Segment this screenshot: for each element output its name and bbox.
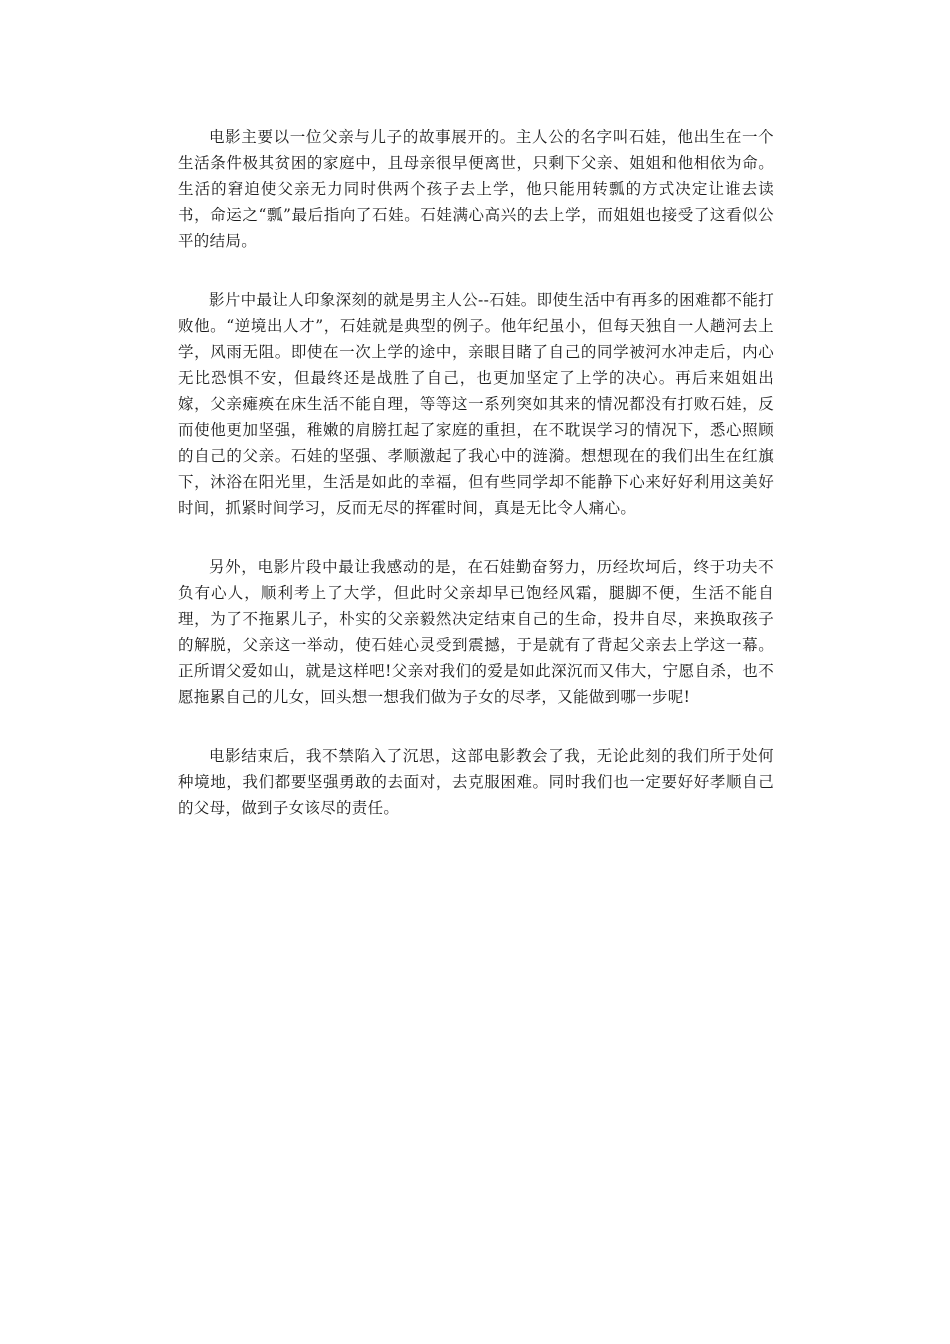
paragraph-2: 影片中最让人印象深刻的就是男主人公--石娃。即使生活中有再多的困难都不能打败他。“逆境出人才”，石娃就是典型的例子。他年纪虽小，但每天独自一人趟河去上学，风雨无阻。即使在一次上学的途中，亲眼目睹了自己的同学被河水冲走后，内心无比恐惧不安，但最终还是战胜了自己，也更加坚定了上学的决心。再后来姐姐出嫁，父亲瘫痪在床生活不能自理，等等这一系列突如其来的情况都没有打败石娃，反而使他更加坚强，稚嫩的肩膀扛起了家庭的重担，在不耽误学习的情况下，悉心照顾的自己的父亲。石娃的坚强、孝顺激起了我心中的涟漪。想想现在的我们出生在红旗下，沐浴在阳光里，生活是如此的幸福，但有些同学却不能静下心来好好利用这美好时间，抓紧时间学习，反而无尽的挥霍时间，真是无比令人痛心。 [178, 291, 774, 517]
paragraph-3: 另外，电影片段中最让我感动的是，在石娃勤奋努力，历经坎坷后，终于功夫不负有心人，顺利考上了大学，但此时父亲却早已饱经风霜，腿脚不便，生活不能自理，为了不拖累儿子，朴实的父亲毅然决定结束自己的生命，投井自尽，来换取孩子的解脱，父亲这一举动，使石娃心灵受到震撼，于是就有了背起父亲去上学这一幕。正所谓父爱如山，就是这样吧!父亲对我们的爱是如此深沉而又伟大，宁愿自杀，也不愿拖累自己的儿女，回头想一想我们做为子女的尽孝，又能做到哪一步呢! [178, 558, 774, 706]
paragraph-1: 电影主要以一位父亲与儿子的故事展开的。主人公的名字叫石娃，他出生在一个生活条件极其贫困的家庭中，且母亲很早便离世，只剩下父亲、姐姐和他相依为命。生活的窘迫使父亲无力同时供两个孩子去上学，他只能用转瓢的方式决定让谁去读书，命运之“瓢”最后指向了石娃。石娃满心高兴的去上学，而姐姐也接受了这看似公平的结局。 [178, 128, 774, 250]
document-page [178, 124, 774, 821]
paragraph-4: 电影结束后，我不禁陷入了沉思，这部电影教会了我，无论此刻的我们所于处何种境地，我们都要坚强勇敢的去面对，去克服困难。同时我们也一定要好好孝顺自己的父母，做到子女该尽的责任。 [178, 747, 774, 817]
